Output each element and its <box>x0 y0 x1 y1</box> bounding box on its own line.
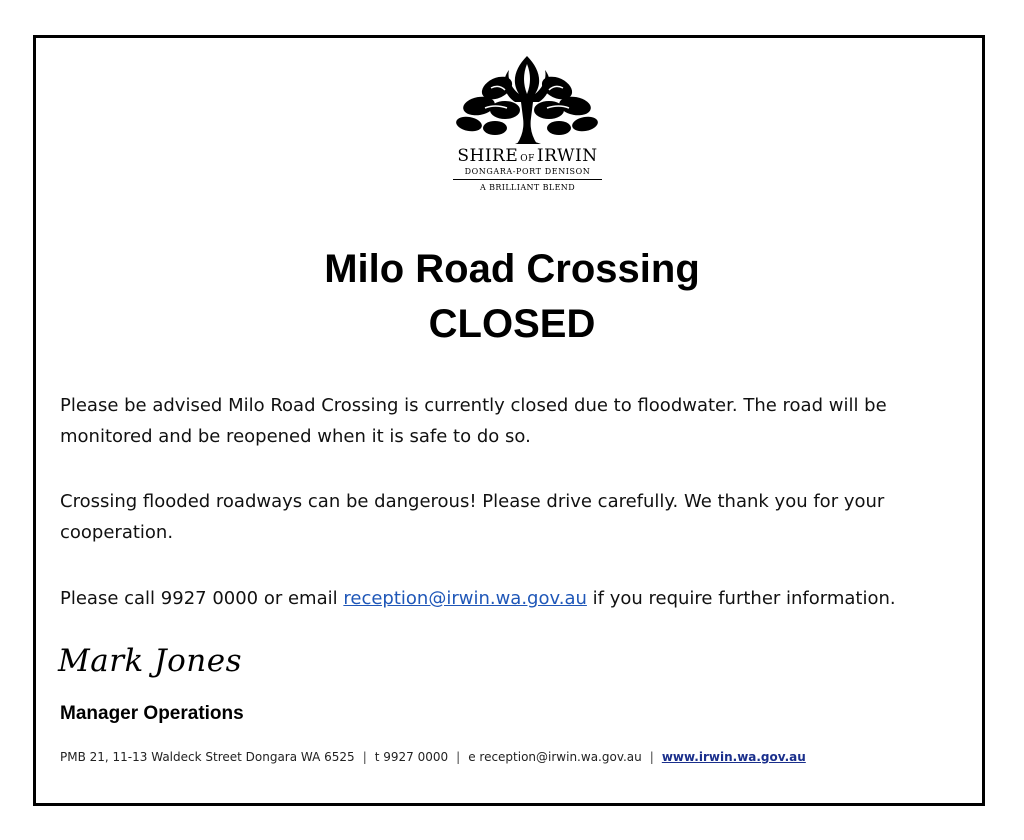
footer-email[interactable]: e reception@irwin.wa.gov.au <box>468 750 642 764</box>
footer-separator: | <box>362 750 367 764</box>
notice-status: CLOSED <box>428 302 596 346</box>
footer-separator: | <box>456 750 461 764</box>
shire-logo <box>445 48 620 203</box>
footer <box>60 750 960 764</box>
tree-icon <box>445 48 610 146</box>
logo-tagline: A BRILLIANT BLEND <box>479 183 576 192</box>
closure-paragraph: Please be advised Milo Road Crossing is currently closed due to floodwater. The road will be monitored and be reopened when it is safe to do so. <box>60 395 887 447</box>
contact-suffix: if you require further information. <box>592 588 896 609</box>
footer-phone: t 9927 0000 <box>374 750 449 764</box>
footer-address: PMB 21, 11-13 Waldeck Street Dongara WA 6525 <box>60 750 355 764</box>
signatory-role: Manager Operations <box>60 703 244 724</box>
logo-divider <box>453 179 602 180</box>
footer-website-link[interactable]: www.irwin.wa.gov.au <box>661 750 806 764</box>
email-link[interactable]: reception@irwin.wa.gov.au <box>343 588 587 609</box>
notice-title: Milo Road Crossing <box>324 247 700 291</box>
contact-prefix: Please call 9927 0000 or email <box>60 588 338 609</box>
logo-subtitle: DONGARA-PORT DENISON <box>464 167 591 176</box>
footer-separator: | <box>649 750 654 764</box>
safety-paragraph: Crossing flooded roadways can be dangerous! Please drive carefully. We thank you for your cooperation. <box>60 491 885 543</box>
signature: Mark Jones <box>58 643 242 679</box>
logo-shire-name: SHIRE OF IRWIN <box>457 146 598 166</box>
contact-paragraph <box>60 583 960 614</box>
